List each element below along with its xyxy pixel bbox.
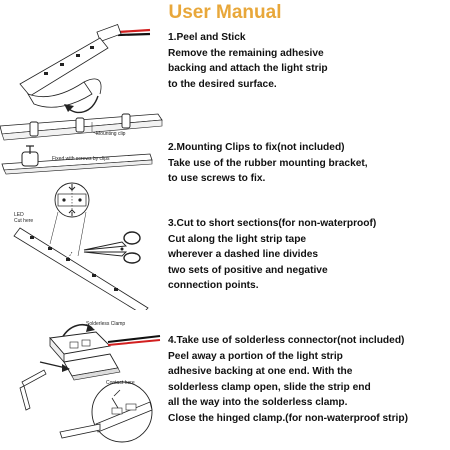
step-4-line: adhesive backing at one end. With the (168, 366, 353, 377)
mounting-clip-label: Mounting clip (96, 131, 126, 137)
scissors-icon (82, 228, 142, 264)
step-4-line: solderless clamp open, slide the strip end (168, 381, 371, 393)
step-3 (168, 216, 448, 294)
step-1-heading: 1.Peel and Stick (168, 32, 246, 43)
solderless-clamp-illustration-icon (0, 312, 170, 450)
step-3-line: connection points. (168, 280, 259, 291)
solderless-clamp-label: Solderless Clamp (86, 321, 126, 327)
step-4-line: Peel away a portion of the light strip (168, 350, 343, 362)
step-4 (168, 333, 448, 426)
fixed-screws-label: Fixed with screws by clips (52, 156, 110, 162)
step-1 (168, 30, 448, 92)
step-1-line: to the desired surface. (168, 78, 277, 90)
step-1-line: backing and attach the light strip (168, 63, 328, 74)
step-2 (168, 140, 448, 187)
contact-here-label: Contact here (106, 380, 135, 386)
step-3-line: two sets of positive and negative (168, 264, 328, 276)
led-label: LED (14, 212, 24, 218)
page-title: User Manual (168, 2, 282, 23)
step-3-line: wherever a dashed line divides (168, 249, 319, 260)
peel-stick-illustration-icon (0, 24, 165, 149)
step-3-line: Cut along the light strip tape (168, 233, 307, 245)
step-1-line: Remove the remaining adhesive (168, 47, 324, 59)
step-2-line: to use screws to fix. (168, 173, 266, 184)
step-3-heading: 3.Cut to short sections(for non-waterproof) (168, 218, 377, 229)
step-4-line: all the way into the solderless clamp. (168, 397, 348, 408)
step-2-heading: 2.Mounting Clips to fix(not included) (168, 142, 345, 153)
step-4-heading: 4.Take use of solderless connector(not included) (168, 335, 405, 346)
step-4-line: Close the hinged clamp.(for non-waterproof strip) (168, 412, 408, 424)
cut-here-label: Cut here (14, 218, 34, 224)
step-2-line: Take use of the rubber mounting bracket, (168, 157, 368, 169)
